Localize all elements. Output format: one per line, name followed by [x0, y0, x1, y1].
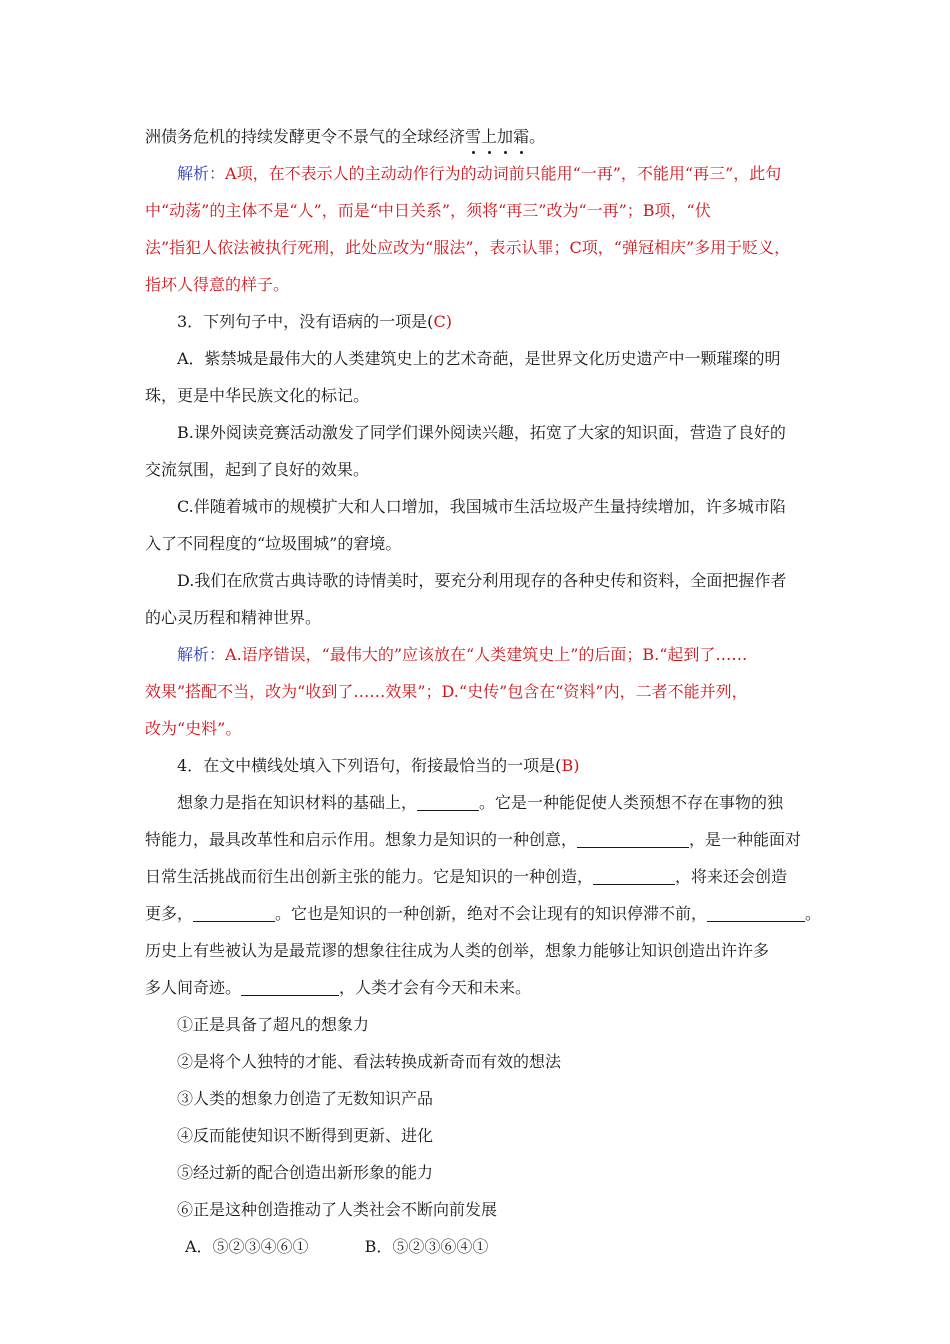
- passage-line: 更多， 。它也是知识的一种创新，绝对不会让现有的知识停滞不前， 。: [145, 904, 822, 923]
- dotted-char: 雪: [465, 118, 481, 155]
- dotted-char: 加: [497, 118, 513, 155]
- fill-blank: [241, 979, 339, 996]
- question-4-stem: 4．在文中横线处填入下列语句，衔接最恰当的一项是(B): [177, 756, 580, 775]
- option-b: B．⑤②③⑥④①: [364, 1237, 489, 1256]
- fill-blank: [417, 794, 479, 811]
- fill-blank: [707, 905, 805, 922]
- passage-line: 历史上有些被认为是最荒谬的想象往往成为人类的创举，想象力能够让知识创造出许许多: [145, 941, 770, 960]
- dotted-char: 上: [481, 118, 497, 155]
- option-c-line: 入了不同程度的“垃圾围城”的窘境。: [145, 534, 402, 553]
- passage-line: 日常生活挑战而衍生出创新主张的能力。它是知识的一种创造， ，将来还会创造: [145, 867, 788, 886]
- analysis-2-line: 中“动荡”的主体不是“人”，而是“中日关系”，须将“再三”改为“一再”；B项，“伏: [145, 201, 711, 220]
- fill-blank: [193, 905, 275, 922]
- statement-3: ③人类的想象力创造了无数知识产品: [177, 1089, 434, 1108]
- analysis-2-line: 指坏人得意的样子。: [145, 275, 290, 294]
- option-d-line: 的心灵历程和精神世界。: [145, 608, 322, 627]
- analysis-label: 解析：: [177, 645, 226, 664]
- document-content: [145, 118, 822, 1265]
- analysis-2-line: 解析：A项，在不表示人的主动动作行为的动词前只能用“一再”，不能用“再三”，此句: [177, 164, 782, 183]
- statement-2: ②是将个人独特的才能、看法转换成新奇而有效的想法: [177, 1052, 562, 1071]
- analysis-3-line: 效果”搭配不当，改为“收到了……效果”；D.“史传”包含在“资料”内，二者不能并列，: [145, 682, 748, 701]
- fill-blank: [593, 868, 675, 885]
- option-d-line: D.我们在欣赏古典诗歌的诗情美时，要充分利用现存的各种史传和资料，全面把握作者: [177, 571, 787, 590]
- option-b-line: 交流氛围，起到了良好的效果。: [145, 460, 370, 479]
- answer-mark: B: [561, 756, 574, 775]
- statement-4: ④反而能使知识不断得到更新、进化: [177, 1126, 434, 1145]
- statement-5: ⑤经过新的配合创造出新形象的能力: [177, 1163, 434, 1182]
- passage-line: 想象力是指在知识材料的基础上， 。它是一种能促使人类预想不存在事物的独: [177, 793, 784, 812]
- statement-1: ①正是具备了超凡的想象力: [177, 1015, 370, 1034]
- analysis-3-line: 改为“史料”。: [145, 719, 242, 738]
- fill-blank: [577, 831, 689, 848]
- analysis-label: 解析：: [177, 164, 226, 183]
- answer-options-row: [145, 1228, 810, 1265]
- option-a-line: 珠，更是中华民族文化的标记。: [145, 386, 370, 405]
- statement-6: ⑥正是这种创造推动了人类社会不断向前发展: [177, 1200, 498, 1219]
- option-a-line: A．紫禁城是最伟大的人类建筑史上的艺术奇葩，是世界文化历史遗产中一颗璀璨的明: [177, 349, 781, 368]
- previous-sentence: 洲债务危机的持续发酵更令不景气的全球经济雪上加霜。: [145, 118, 810, 155]
- dotted-char: 霜: [513, 118, 529, 155]
- analysis-2-line: 法”指犯人依法被执行死刑，此处应改为“服法”，表示认罪；C项，“弹冠相庆”多用于贬义，: [145, 238, 791, 257]
- passage-line: 特能力，最具改革性和启示作用。想象力是知识的一种创意， ，是一种能面对: [145, 830, 802, 849]
- analysis-3-line: 解析：A.语序错误，“最伟大的”应该放在“人类建筑史上”的后面；B.“起到了……: [177, 645, 748, 664]
- passage-line: 多人间奇迹。 ，人类才会有今天和未来。: [145, 978, 532, 997]
- answer-mark: C: [433, 312, 446, 331]
- option-b-line: B.课外阅读竞赛活动激发了同学们课外阅读兴趣，拓宽了大家的知识面，营造了良好的: [177, 423, 786, 442]
- question-3-stem: 3．下列句子中，没有语病的一项是(C): [177, 312, 452, 331]
- option-c-line: C.伴随着城市的规模扩大和人口增加，我国城市生活垃圾产生量持续增加，许多城市陷: [177, 497, 786, 516]
- option-a: A．⑤②③④⑥①: [185, 1237, 309, 1256]
